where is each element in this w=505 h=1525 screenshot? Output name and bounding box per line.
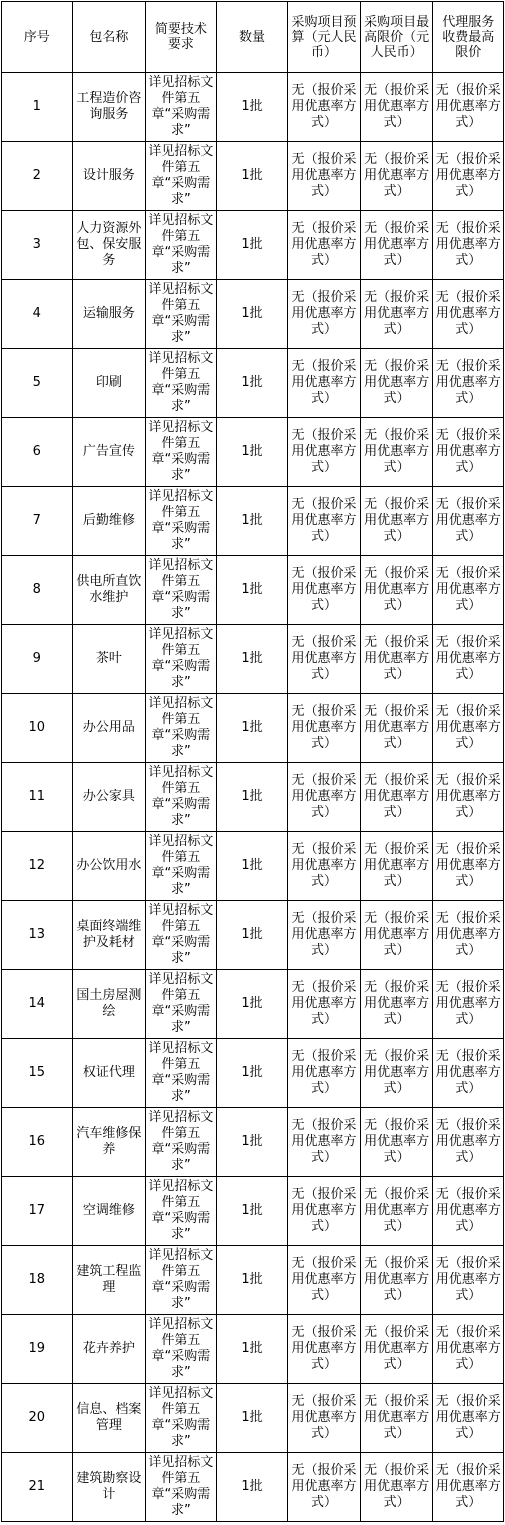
header-quantity: 数量 [216,2,288,73]
row-package-name: 供电所直饮水维护 [72,556,146,625]
row-max-price: 无（报价采用优惠率方式） [360,1453,433,1522]
table-header [2,2,504,73]
row-seq: 2 [2,142,73,211]
table-row [2,832,504,901]
row-budget: 无（报价采用优惠率方式） [288,556,361,625]
row-agency-fee: 无（报价采用优惠率方式） [433,970,504,1039]
row-package-name: 汽车维修保养 [72,1108,146,1177]
row-budget: 无（报价采用优惠率方式） [288,487,361,556]
table-row [2,142,504,211]
row-seq: 13 [2,901,73,970]
row-agency-fee: 无（报价采用优惠率方式） [433,349,504,418]
row-budget: 无（报价采用优惠率方式） [288,1453,361,1522]
row-budget: 无（报价采用优惠率方式） [288,1177,361,1246]
table-row [2,1108,504,1177]
header-max-price-text: 采购项目最高限价（元人民币） [364,14,430,60]
row-quantity: 1批 [216,832,288,901]
row-agency-fee: 无（报价采用优惠率方式） [433,142,504,211]
row-package-name: 设计服务 [72,142,146,211]
row-package-name: 人力资源外包、保安服务 [72,211,146,280]
row-tech-requirements: 详见招标文件第五章“采购需求” [146,487,217,556]
row-quantity: 1批 [216,901,288,970]
header-seq: 序号 [2,2,73,73]
row-max-price: 无（报价采用优惠率方式） [360,73,433,142]
table-row [2,280,504,349]
table-row [2,1039,504,1108]
row-seq: 1 [2,73,73,142]
row-seq: 11 [2,763,73,832]
row-max-price: 无（报价采用优惠率方式） [360,832,433,901]
row-seq: 6 [2,418,73,487]
row-tech-requirements: 详见招标文件第五章“采购需求” [146,556,217,625]
row-seq: 4 [2,280,73,349]
row-quantity: 1批 [216,280,288,349]
row-budget: 无（报价采用优惠率方式） [288,1315,361,1384]
row-package-name: 办公饮用水 [72,832,146,901]
row-max-price: 无（报价采用优惠率方式） [360,1246,433,1315]
row-agency-fee: 无（报价采用优惠率方式） [433,763,504,832]
table-row [2,418,504,487]
row-budget: 无（报价采用优惠率方式） [288,1246,361,1315]
row-budget: 无（报价采用优惠率方式） [288,418,361,487]
row-max-price: 无（报价采用优惠率方式） [360,1177,433,1246]
row-max-price: 无（报价采用优惠率方式） [360,625,433,694]
row-budget: 无（报价采用优惠率方式） [288,349,361,418]
row-seq: 3 [2,211,73,280]
header-budget [288,2,361,73]
header-agency-fee [433,2,504,73]
row-quantity: 1批 [216,763,288,832]
row-tech-requirements: 详见招标文件第五章“采购需求” [146,1246,217,1315]
table-row [2,694,504,763]
row-budget: 无（报价采用优惠率方式） [288,970,361,1039]
row-package-name: 办公用品 [72,694,146,763]
procurement-package-table [1,1,504,1522]
row-agency-fee: 无（报价采用优惠率方式） [433,1453,504,1522]
row-budget: 无（报价采用优惠率方式） [288,694,361,763]
table-row [2,1315,504,1384]
row-budget: 无（报价采用优惠率方式） [288,211,361,280]
row-tech-requirements: 详见招标文件第五章“采购需求” [146,1039,217,1108]
row-agency-fee: 无（报价采用优惠率方式） [433,211,504,280]
row-quantity: 1批 [216,487,288,556]
row-budget: 无（报价采用优惠率方式） [288,901,361,970]
row-package-name: 国土房屋测绘 [72,970,146,1039]
row-package-name: 工程造价咨询服务 [72,73,146,142]
row-quantity: 1批 [216,1246,288,1315]
row-package-name: 广告宣传 [72,418,146,487]
table-row [2,487,504,556]
row-tech-requirements: 详见招标文件第五章“采购需求” [146,970,217,1039]
row-max-price: 无（报价采用优惠率方式） [360,694,433,763]
row-seq: 7 [2,487,73,556]
row-quantity: 1批 [216,1177,288,1246]
table-row [2,1246,504,1315]
row-package-name: 桌面终端维护及耗材 [72,901,146,970]
row-max-price: 无（报价采用优惠率方式） [360,487,433,556]
row-max-price: 无（报价采用优惠率方式） [360,970,433,1039]
row-package-name: 建筑工程监理 [72,1246,146,1315]
row-package-name: 运输服务 [72,280,146,349]
row-seq: 10 [2,694,73,763]
row-max-price: 无（报价采用优惠率方式） [360,1039,433,1108]
row-quantity: 1批 [216,418,288,487]
row-max-price: 无（报价采用优惠率方式） [360,901,433,970]
row-agency-fee: 无（报价采用优惠率方式） [433,487,504,556]
row-agency-fee: 无（报价采用优惠率方式） [433,625,504,694]
row-agency-fee: 无（报价采用优惠率方式） [433,1384,504,1453]
header-agency-fee-text: 代理服务收费最高限价 [442,14,495,60]
table-row [2,349,504,418]
row-quantity: 1批 [216,970,288,1039]
row-quantity: 1批 [216,1384,288,1453]
table-row [2,73,504,142]
row-max-price: 无（报价采用优惠率方式） [360,1384,433,1453]
table-row [2,625,504,694]
header-package-name: 包名称 [72,2,146,73]
row-agency-fee: 无（报价采用优惠率方式） [433,556,504,625]
table-row [2,763,504,832]
row-agency-fee: 无（报价采用优惠率方式） [433,1039,504,1108]
row-max-price: 无（报价采用优惠率方式） [360,142,433,211]
row-tech-requirements: 详见招标文件第五章“采购需求” [146,1315,217,1384]
row-agency-fee: 无（报价采用优惠率方式） [433,694,504,763]
row-package-name: 后勤维修 [72,487,146,556]
row-tech-requirements: 详见招标文件第五章“采购需求” [146,763,217,832]
row-package-name: 建筑勘察设计 [72,1453,146,1522]
header-tech-requirements [146,2,217,73]
row-tech-requirements: 详见招标文件第五章“采购需求” [146,1177,217,1246]
row-seq: 17 [2,1177,73,1246]
row-tech-requirements: 详见招标文件第五章“采购需求” [146,349,217,418]
row-budget: 无（报价采用优惠率方式） [288,73,361,142]
row-max-price: 无（报价采用优惠率方式） [360,349,433,418]
row-seq: 16 [2,1108,73,1177]
row-budget: 无（报价采用优惠率方式） [288,142,361,211]
row-agency-fee: 无（报价采用优惠率方式） [433,1108,504,1177]
table-row [2,1453,504,1522]
table-row [2,211,504,280]
row-package-name: 办公家具 [72,763,146,832]
row-tech-requirements: 详见招标文件第五章“采购需求” [146,1384,217,1453]
row-tech-requirements: 详见招标文件第五章“采购需求” [146,694,217,763]
row-seq: 9 [2,625,73,694]
row-budget: 无（报价采用优惠率方式） [288,832,361,901]
row-budget: 无（报价采用优惠率方式） [288,625,361,694]
table-row [2,901,504,970]
row-quantity: 1批 [216,694,288,763]
table-row [2,1177,504,1246]
row-tech-requirements: 详见招标文件第五章“采购需求” [146,211,217,280]
row-seq: 18 [2,1246,73,1315]
row-seq: 14 [2,970,73,1039]
row-agency-fee: 无（报价采用优惠率方式） [433,1246,504,1315]
row-agency-fee: 无（报价采用优惠率方式） [433,901,504,970]
header-max-price [360,2,433,73]
row-budget: 无（报价采用优惠率方式） [288,1384,361,1453]
row-package-name: 茶叶 [72,625,146,694]
row-quantity: 1批 [216,625,288,694]
row-tech-requirements: 详见招标文件第五章“采购需求” [146,1453,217,1522]
table-row [2,1384,504,1453]
row-agency-fee: 无（报价采用优惠率方式） [433,1177,504,1246]
row-tech-requirements: 详见招标文件第五章“采购需求” [146,73,217,142]
row-seq: 8 [2,556,73,625]
table-row [2,970,504,1039]
row-max-price: 无（报价采用优惠率方式） [360,763,433,832]
row-tech-requirements: 详见招标文件第五章“采购需求” [146,418,217,487]
row-tech-requirements: 详见招标文件第五章“采购需求” [146,901,217,970]
row-max-price: 无（报价采用优惠率方式） [360,1108,433,1177]
row-seq: 19 [2,1315,73,1384]
row-agency-fee: 无（报价采用优惠率方式） [433,418,504,487]
row-budget: 无（报价采用优惠率方式） [288,1108,361,1177]
table-row [2,556,504,625]
row-tech-requirements: 详见招标文件第五章“采购需求” [146,625,217,694]
row-quantity: 1批 [216,1453,288,1522]
row-max-price: 无（报价采用优惠率方式） [360,280,433,349]
row-quantity: 1批 [216,142,288,211]
row-budget: 无（报价采用优惠率方式） [288,763,361,832]
row-agency-fee: 无（报价采用优惠率方式） [433,280,504,349]
row-package-name: 印刷 [72,349,146,418]
header-budget-text: 采购项目预算（元人民币） [291,14,357,60]
row-max-price: 无（报价采用优惠率方式） [360,211,433,280]
row-package-name: 信息、档案管理 [72,1384,146,1453]
row-quantity: 1批 [216,211,288,280]
row-package-name: 空调维修 [72,1177,146,1246]
row-max-price: 无（报价采用优惠率方式） [360,1315,433,1384]
row-package-name: 花卉养护 [72,1315,146,1384]
row-seq: 12 [2,832,73,901]
row-agency-fee: 无（报价采用优惠率方式） [433,1315,504,1384]
row-package-name: 权证代理 [72,1039,146,1108]
table-body [2,73,504,1522]
row-agency-fee: 无（报价采用优惠率方式） [433,73,504,142]
row-quantity: 1批 [216,1315,288,1384]
row-quantity: 1批 [216,1039,288,1108]
row-budget: 无（报价采用优惠率方式） [288,280,361,349]
row-seq: 21 [2,1453,73,1522]
row-quantity: 1批 [216,1108,288,1177]
header-row [2,2,504,73]
row-seq: 5 [2,349,73,418]
row-budget: 无（报价采用优惠率方式） [288,1039,361,1108]
row-max-price: 无（报价采用优惠率方式） [360,418,433,487]
header-tech-requirements-text: 简要技术要求 [154,22,207,52]
row-tech-requirements: 详见招标文件第五章“采购需求” [146,142,217,211]
row-tech-requirements: 详见招标文件第五章“采购需求” [146,832,217,901]
row-quantity: 1批 [216,556,288,625]
row-tech-requirements: 详见招标文件第五章“采购需求” [146,280,217,349]
row-quantity: 1批 [216,349,288,418]
row-seq: 15 [2,1039,73,1108]
row-agency-fee: 无（报价采用优惠率方式） [433,832,504,901]
row-max-price: 无（报价采用优惠率方式） [360,556,433,625]
row-seq: 20 [2,1384,73,1453]
row-tech-requirements: 详见招标文件第五章“采购需求” [146,1108,217,1177]
row-quantity: 1批 [216,73,288,142]
